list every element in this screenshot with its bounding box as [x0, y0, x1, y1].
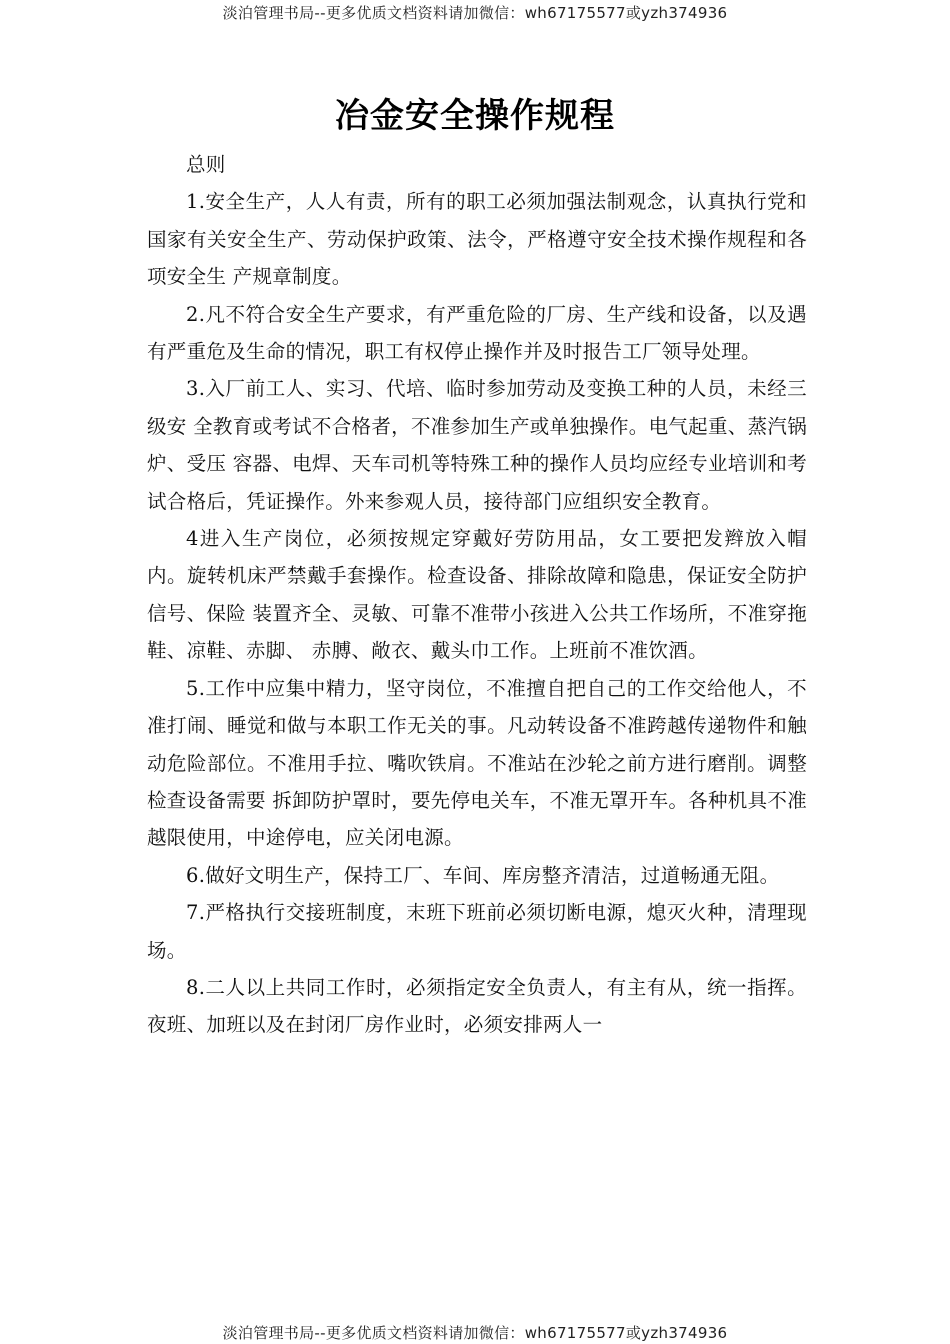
paragraph-1: 1.安全生产，人人有责，所有的职工必须加强法制观念，认真执行党和国家有关安全生产、劳动保护政策、法令，严格遵守安全技术操作规程和各项安全生 产规章制度。 — [147, 190, 807, 289]
section-heading: 总则 — [186, 153, 226, 176]
header-watermark-text: 淡泊管理书局--更多优质文档资料请加微信：wh67175577或yzh374936 — [222, 4, 728, 22]
paragraph-4: 4进入生产岗位，必须按规定穿戴好劳防用品，女工要把发辫放入帽内。旋转机床严禁戴手套操作。检查设备、排除故障和隐患，保证安全防护信号、保险 装置齐全、灵敏、可靠不准带小孩进入公共工作场所，不准穿拖鞋、凉鞋、赤脚、 赤膊、敞衣、戴头巾工作。上班前不准饮酒。 — [147, 527, 807, 663]
paragraph-2: 2.凡不符合安全生产要求，有严重危险的厂房、生产线和设备，以及遇有严重危及生命的情况，职工有权停止操作并及时报告工厂领导处理。 — [147, 302, 807, 364]
paragraph-6: 6.做好文明生产，保持工厂、车间、库房整齐清洁，过道畅通无阻。 — [186, 863, 780, 887]
footer-watermark-text: 淡泊管理书局--更多优质文档资料请加微信：wh67175577或yzh374936 — [222, 1324, 728, 1342]
document-body — [147, 146, 807, 1044]
paragraph-3: 3.入厂前工人、实习、代培、临时参加劳动及变换工种的人员，未经三级安 全教育或考试不合格者，不准参加生产或单独操作。电气起重、蒸汽锅炉、受压 容器、电焊、天车司机等特殊工种的操作人员均应经专业培训和考试合格后，凭证操作。外来参观人员，接待部门应组织安全教育。 — [147, 377, 807, 513]
paragraph-7: 7.严格执行交接班制度，末班下班前必须切断电源，熄灭火种，清理现场。 — [147, 901, 807, 962]
document-title: 冶金安全操作规程 — [335, 96, 615, 136]
paragraph-8: 8.二人以上共同工作时，必须指定安全负责人，有主有从，统一指挥。夜班、加班以及在封闭厂房作业时，必须安排两人一 — [147, 975, 807, 1037]
paragraph-5: 5.工作中应集中精力，坚守岗位，不准擅自把自己的工作交给他人，不准打闹、睡觉和做与本职工作无关的事。凡动转设备不准跨越传递物件和触动危险部位。不准用手拉、嘴吹铁肩。不准站在沙轮之前方进行磨削。调整检查设备需要 拆卸防护罩时，要先停电关车，不准无罩开车。各种机具不准越限使用，中途停电，应关闭电源。 — [147, 676, 807, 850]
